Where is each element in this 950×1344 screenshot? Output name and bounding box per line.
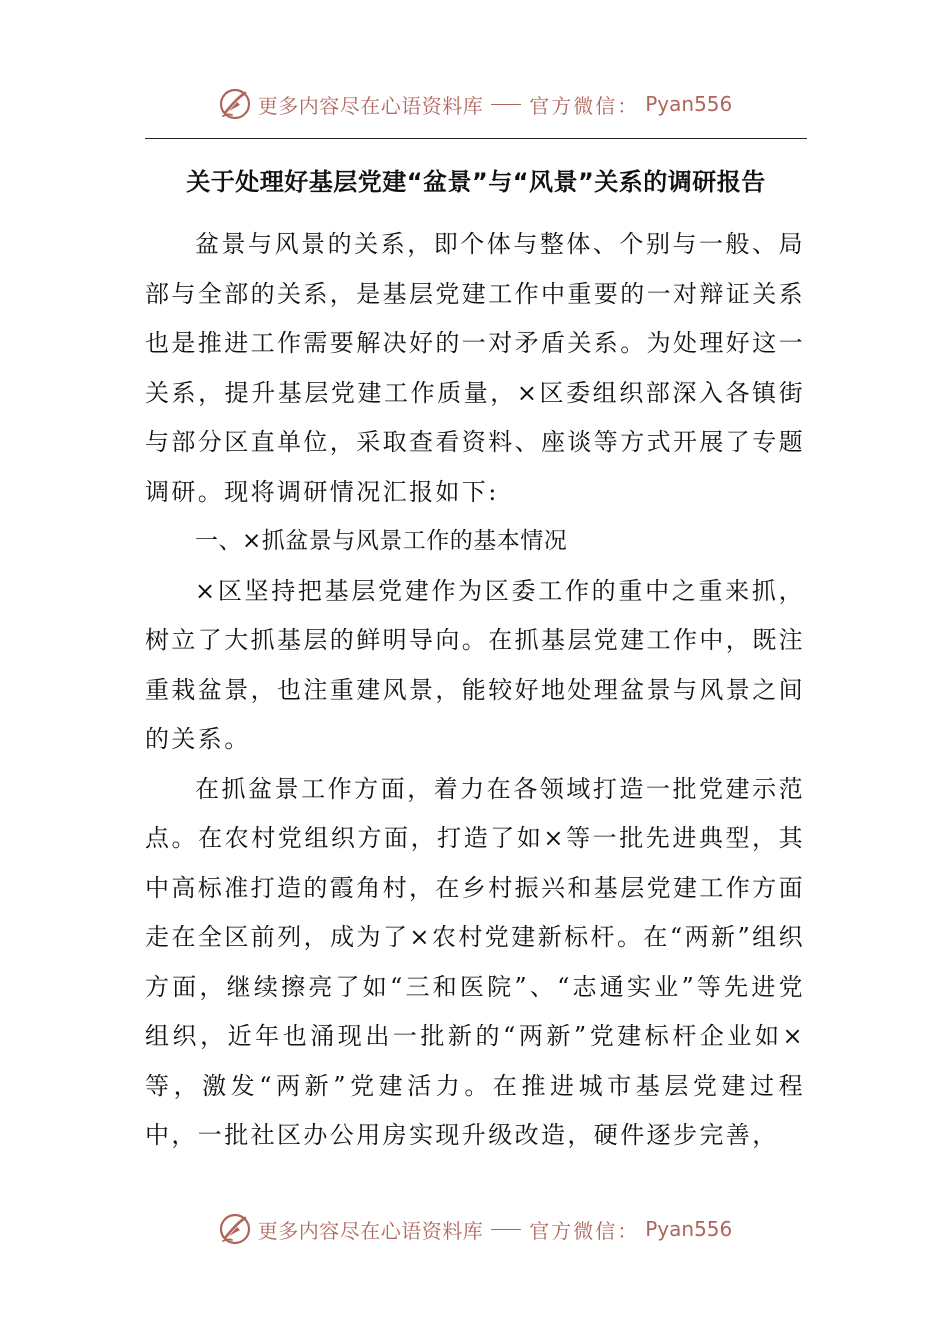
header-rule xyxy=(145,138,807,139)
footer-watermark xyxy=(0,1209,950,1249)
watermark-site-text: 更多内容尽在心语资料库 xyxy=(257,1218,484,1243)
document-body xyxy=(145,220,805,1161)
watermark-dash xyxy=(491,1229,521,1230)
pen-logo-icon xyxy=(218,1212,252,1246)
section-1-paragraph-1: ×区坚持把基层党建作为区委工作的重中之重来抓，树立了大抓基层的鲜明导向。在抓基层党建工作中，既注重栽盆景，也注重建风景，能较好地处理盆景与风景之间的关系。 xyxy=(145,576,805,753)
document-title: 关于处理好基层党建“盆景”与“风景”关系的调研报告 xyxy=(186,168,766,196)
watermark-wechat-label: 官方微信： xyxy=(529,93,640,118)
watermark-wechat-label: 官方微信： xyxy=(529,1218,640,1243)
section-1-heading: 一、×抓盆景与风景工作的基本情况 xyxy=(195,528,568,554)
watermark-wechat-id: Pyan556 xyxy=(645,1217,733,1241)
watermark-dash xyxy=(491,104,521,105)
watermark-site-text: 更多内容尽在心语资料库 xyxy=(257,93,484,118)
section-1-paragraph-2: 在抓盆景工作方面，着力在各领域打造一批党建示范点。在农村党组织方面，打造了如×等一批先进典型，其中高标准打造的霞角村，在乡村振兴和基层党建工作方面走在全区前列，成为了×农村党建新标杆。在“两新”组织方面，继续擦亮了如“三和医院”、“志通实业”等先进党组织，近年也涌现出一批新的“两新”党建标杆企业如×等，激发“两新”党建活力。在推进城市基层党建过程中，一批社区办公用房实现升级改造，硬件逐步完善， xyxy=(145,774,805,1149)
pen-logo-icon xyxy=(218,87,252,121)
header-watermark xyxy=(0,84,950,124)
intro-paragraph: 盆景与风景的关系，即个体与整体、个别与一般、局部与全部的关系，是基层党建工作中重要的一对辩证关系也是推进工作需要解决好的一对矛盾关系。为处理好这一关系，提升基层党建工作质量，×区委组织部深入各镇街与部分区直单位，采取查看资料、座谈等方式开展了专题调研。现将调研情况汇报如下: xyxy=(145,230,805,506)
watermark-wechat-id: Pyan556 xyxy=(645,92,733,116)
